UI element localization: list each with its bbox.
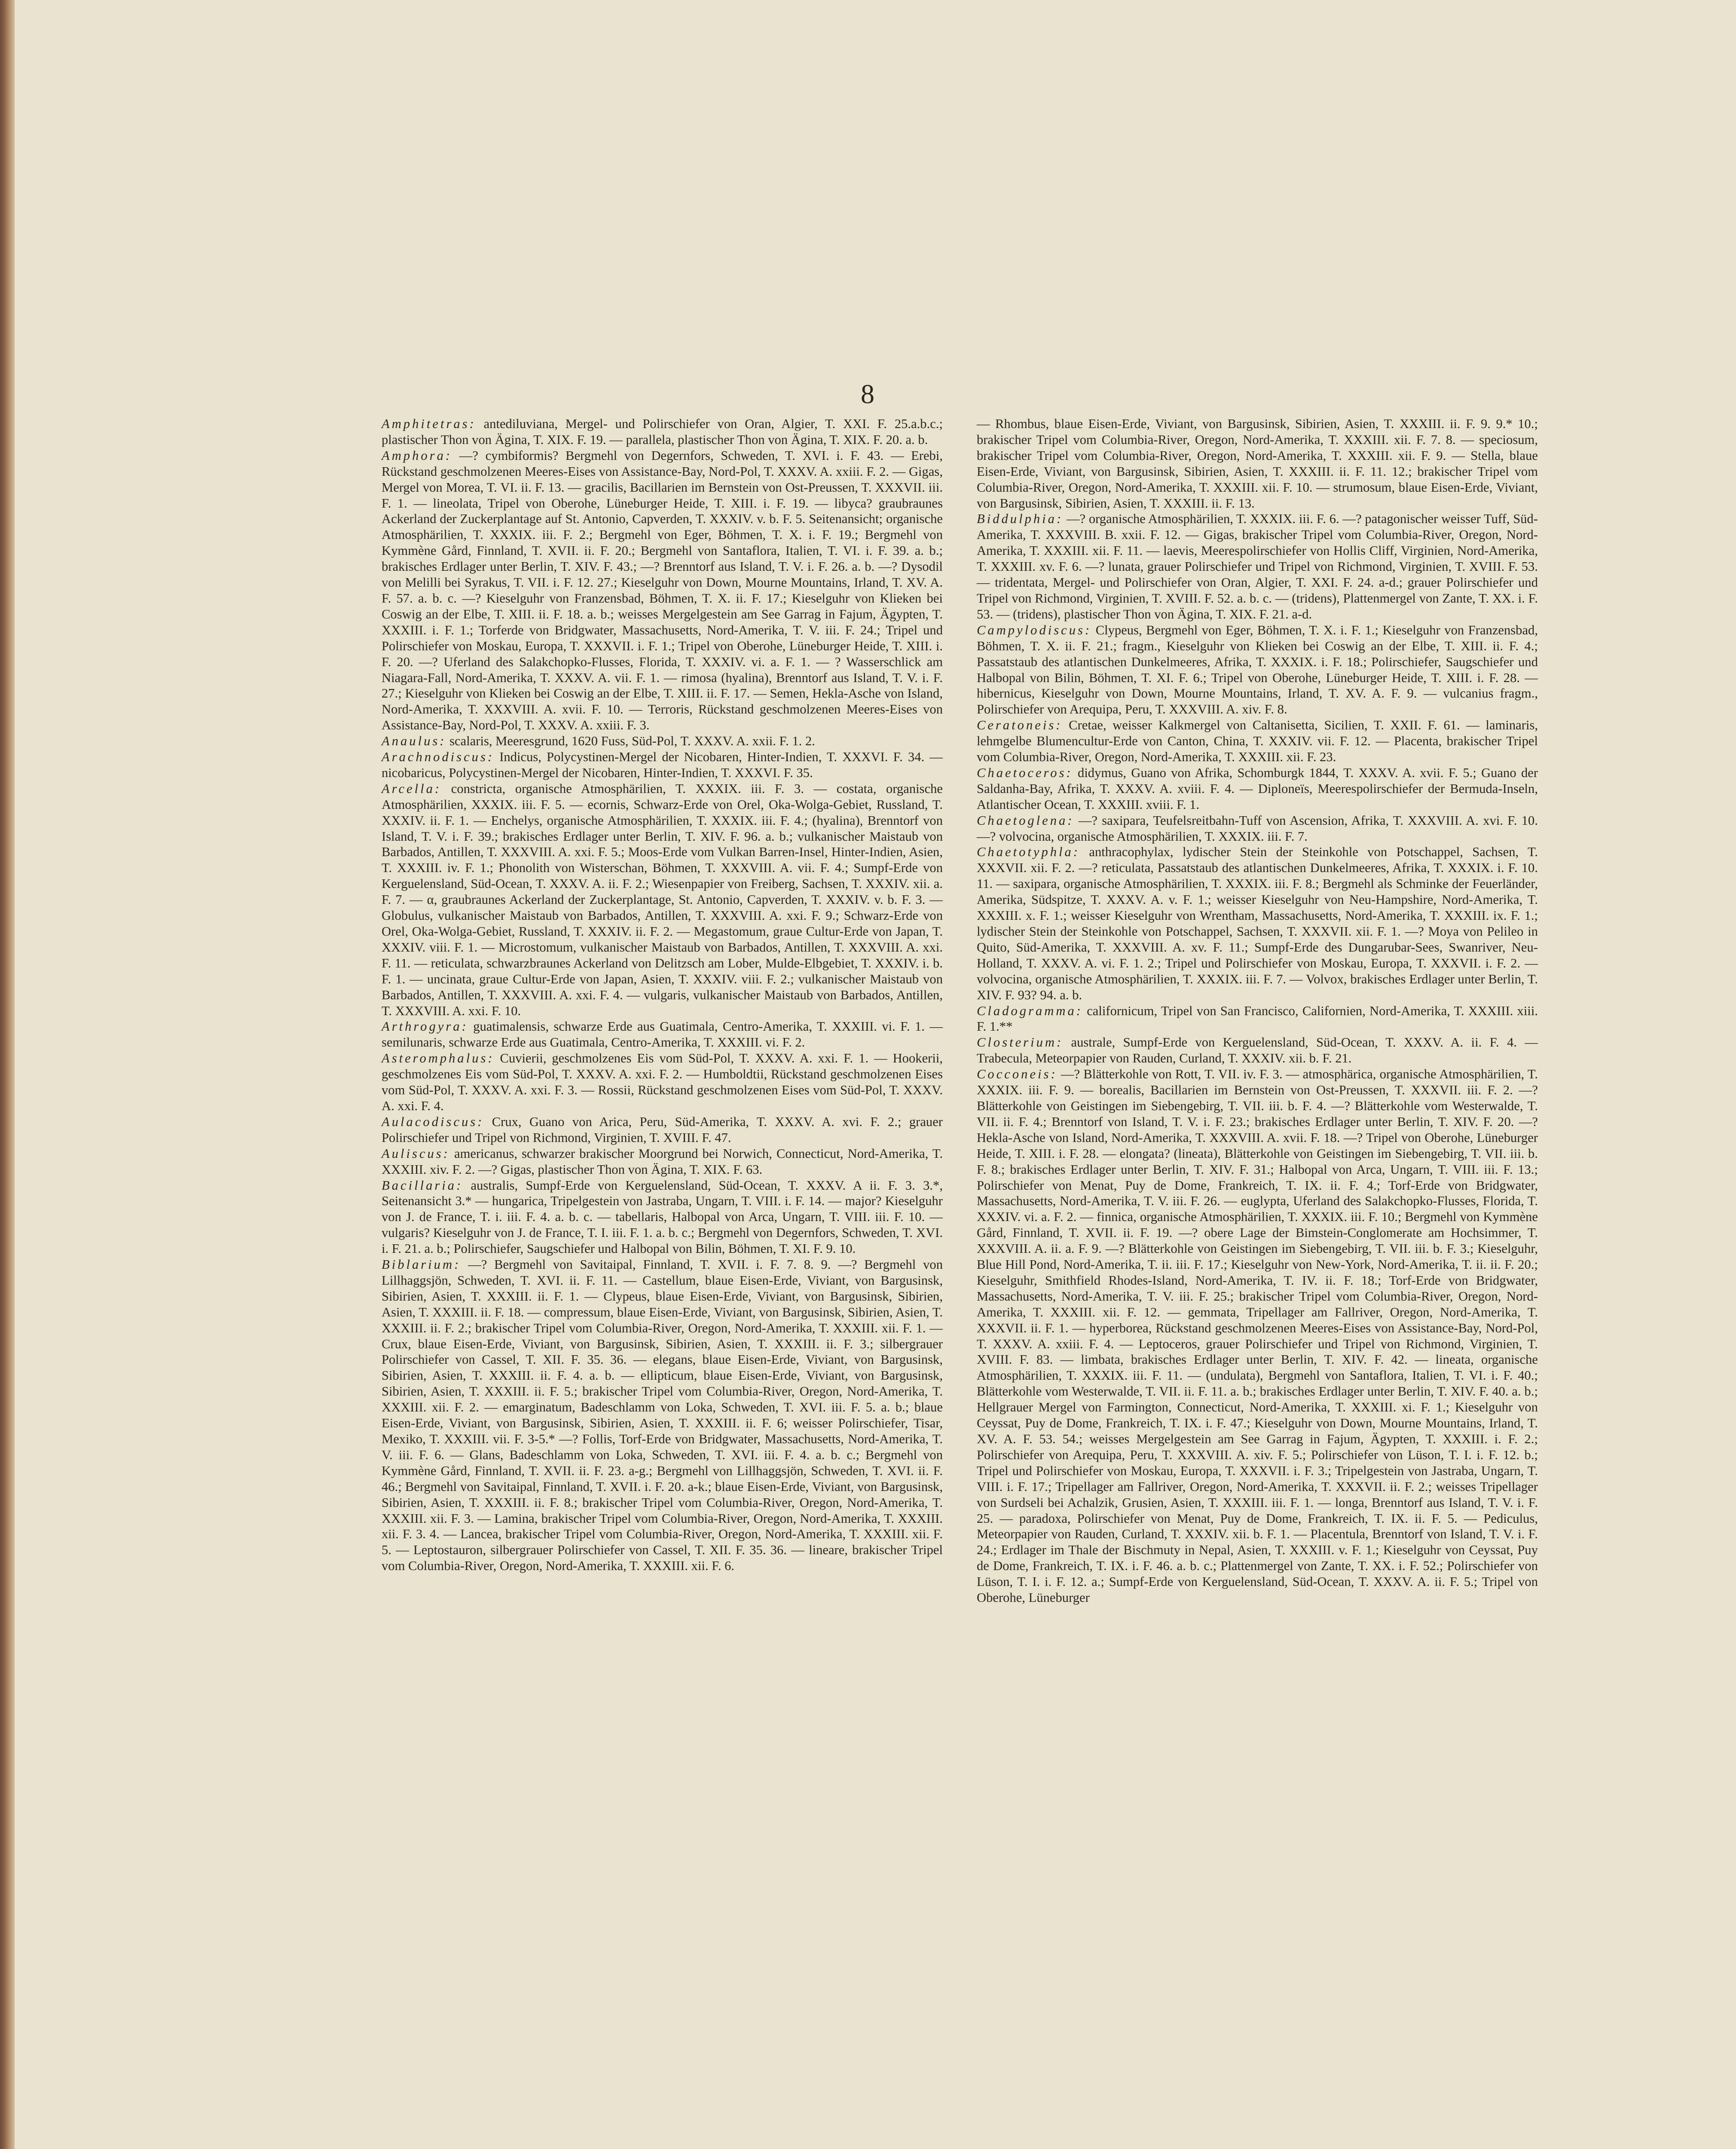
genus-name: Chaetoceros:: [977, 765, 1073, 780]
index-entry: [382, 749, 943, 781]
entry-text: constricta, organische Atmosphärilien, T. XXXIX. iii. F. 3. — costata, organische Atmosphärilien, XXXIX. iii. F. 5. — ecornis, Schwarz-Erde von Orel, Oka-Wolga-Gebiet, Russland, T. XXXIV. ii. F. 1. — Enchelys, organische Atmosphärilien, T. XXXIX. iii. F. 4.; (hyalina), Brenntorf von Island, T. V. i. F. 39.; brakisches Erdlager unter Berlin, T. XIV. F. 96. a. b.; vulkanischer Maistaub von Barbados, Antillen, T. XXXVIII. A. xxi. F. 5.; Moos-Erde vom Vulkan Barren-Insel, Hinter-Indien, Asien, T. XXXIII. iv. F. 1.; Phonolith von Wisterschan, Böhmen, T. XXXVIII. A. vii. F. 4.; Sumpf-Erde von Kerguelensland, Süd-Ocean, T. XXXV. A. ii. F. 2.; Wiesenpapier von Freiberg, Sachsen, T. XXXIV. xii. a. F. 7. — α, graubraunes Ackerland der Zuckerplantage, St. Antonio, Capverden, T. XXXIV. v. b. F. 3. — Globulus, vulkanischer Maistaub von Barbados, Antillen, T. XXXVIII. A. xxi. F. 9.; Schwarz-Erde von Orel, Oka-Wolga-Gebiet, Russland, T. XXXIV. ii. F. 2. — Megastomum, graue Cultur-Erde von Japan, T. XXXIV. viii. F. 1. — Microstomum, vulkanischer Maistaub von Barbados, Antillen, T. XXXVIII. A. xxi. F. 11. — reticulata, schwarzbraunes Ackerland von Delitzsch am Lober, Mulde-Elbgebiet, T. XXXIV. i. b. F. 1. — uncinata, graue Cultur-Erde von Japan, Asien, T. XXXIV. viii. F. 2.; vulkanischer Maistaub von Barbados, Antillen, T. XXXVIII. A. xxi. F. 4. — vulgaris, vulkanischer Maistaub von Barbados, Antillen, T. XXXVIII. A. xxi. F. 10.: [382, 781, 943, 1018]
index-entry: [382, 416, 943, 448]
entry-text: didymus, Guano von Afrika, Schomburgk 1844, T. XXXV. A. xvii. F. 5.; Guano der Saldanha-Bay, Afrika, T. XXXV. A. xviii. F. 4. — Diploneïs, Meerespolirschiefer der Bermuda-Inseln, Atlantischer Ocean, T. XXXIII. xviii. F. 1.: [977, 765, 1538, 812]
index-entry: [382, 1257, 943, 1574]
genus-name: Campylodiscus:: [977, 622, 1092, 637]
index-entry: [977, 813, 1538, 845]
genus-name: Biblarium:: [382, 1257, 461, 1272]
genus-name: Arachnodiscus:: [382, 750, 495, 765]
index-entry: [977, 765, 1538, 813]
genus-name: Anaulus:: [382, 734, 446, 749]
entry-text: americanus, schwarzer brakischer Moorgrund bei Norwich, Connecticut, Nord-Amerika, T. XXXIII. xiv. F. 2. —? Gigas, plastischer Thon von Ägina, T. XIX. F. 63.: [382, 1146, 943, 1177]
index-entry: [977, 511, 1538, 622]
genus-name: Biddulphia:: [977, 511, 1064, 527]
entry-text: Cuvierii, geschmolzenes Eis vom Süd-Pol, T. XXXV. A. xxi. F. 1. — Hookerii, geschmolzenes Eis vom Süd-Pol, T. XXXV. A. xxi. F. 2. — Humboldtii, Rückstand geschmolzenen Eises vom Süd-Pol, T. XXXV. A. xxi. F. 3. — Rossii, Rückstand geschmolzenen Eises vom Süd-Pol, T. XXXV. A. xxi. F. 4.: [382, 1051, 943, 1113]
entry-text: guatimalensis, schwarze Erde aus Guatimala, Centro-Amerika, T. XXXIII. vi. F. 1. — semilunaris, schwarze Erde aus Guatimala, Centro-Amerika, T. XXXIII. vi. F. 2.: [382, 1019, 943, 1050]
entry-text: Indicus, Polycystinen-Mergel der Nicobaren, Hinter-Indien, T. XXXVI. F. 34. — nicobaricus, Polycystinen-Mergel der Nicobaren, Hinter-Indien, T. XXXVI. F. 35.: [382, 750, 943, 780]
index-entry: [382, 1178, 943, 1257]
entry-text: —? cymbiformis? Bergmehl von Degernfors, Schweden, T. XVI. i. F. 43. — Erebi, Rückstand geschmolzenen Meeres-Eises von Assistance-Bay, Nord-Pol, T. XXXV. A. xxiii. F. 2. — Gigas, Mergel von Morea, T. VI. ii. F. 13. — gracilis, Bacillarien im Bernstein von Ost-Preussen, T. XXXVII. iii. F. 1. — lineolata, Tripel von Oberohe, Lüneburger Heide, T. XIII. i. F. 19. — libyca? graubraunes Ackerland der Zuckerplantage auf St. Antonio, Capverden, T. XXXIV. v. b. F. 5. Seitenansicht; organische Atmosphärilien, T. XXXIX. iii. F. 2.; Bergmehl von Eger, Böhmen, T. X. i. F. 19.; Bergmehl von Kymmène Gård, Finnland, T. XVII. ii. F. 20.; Bergmehl von Santaflora, Italien, T. VI. i. F. 39. a. b.; brakisches Erdlager unter Berlin, T. XIV. F. 43.; —? Brenntorf aus Island, T. V. i. F. 26. a. b. —? Dysodil von Melilli bei Syrakus, T. VII. i. F. 12. 27.; Kieselguhr von Down, Mourne Mountains, Irland, T. XV. A. F. 57. a. b. c. —? Kieselguhr von Franzensbad, Böhmen, T. X. ii. F. 17.; Kieselguhr von Klieken bei Coswig an der Elbe, T. XIII. ii. F. 18. a. b.; weisses Mergelgestein am See Garrag in Fajum, Ägypten, T. XXXIII. i. F. 1.; Torferde von Bridgwater, Massachusetts, Nord-Amerika, T. V. iii. F. 24.; Tripel und Polirschiefer von Moskau, Europa, T. XXXVII. i. F. 1.; Tripel von Oberohe, Lüneburger Heide, T. XIII. i. F. 20. —? Uferland des Salakchopko-Flusses, Florida, T. XXXIV. vi. a. F. 1. — ? Wasserschlick am Niagara-Fall, Nord-Amerika, T. XXXV. A. vii. F. 1. — rimosa (hyalina), Brenntorf aus Island, T. V. i. F. 27.; Kieselguhr von Klieken bei Coswig an der Elbe, T. XIII. ii. F. 17. — Semen, Hekla-Asche von Island, Nord-Amerika, T. XXXVIII. A. xvii. F. 10. — Terroris, Rückstand geschmolzenen Meeres-Eises von Assistance-Bay, Nord-Pol, T. XXXV. A. xxiii. F. 3.: [382, 448, 943, 733]
index-entry: [977, 1003, 1538, 1035]
genus-name: Ceratoneis:: [977, 718, 1063, 733]
index-entry: [382, 781, 943, 1019]
genus-name: Arthrogyra:: [382, 1019, 468, 1034]
genus-name: Chaetotyphla:: [977, 845, 1080, 860]
page-number: 8: [861, 379, 875, 409]
index-entry: [977, 416, 1538, 511]
right-column: [977, 416, 1538, 1606]
genus-name: Aulacodiscus:: [382, 1114, 484, 1129]
genus-name: Asteromphalus:: [382, 1051, 495, 1066]
entry-text: scalaris, Meeresgrund, 1620 Fuss, Süd-Pol, T. XXXV. A. xxii. F. 1. 2.: [449, 734, 815, 749]
entry-text: californicum, Tripel von San Francisco, Californien, Nord-Amerika, T. XXXIII. xiii. F. 1.**: [977, 1003, 1538, 1034]
genus-name: Closterium:: [977, 1035, 1064, 1050]
index-entry: [977, 622, 1538, 717]
entry-text: —? Bergmehl von Savitaipal, Finnland, T. XVII. i. F. 7. 8. 9. —? Bergmehl von Lillhaggsjön, Schweden, T. XVI. ii. F. 11. — Castellum, blaue Eisen-Erde, Viviant, von Bargusinsk, Sibirien, Asien, T. XXXIII. ii. F. 1. — Clypeus, blaue Eisen-Erde, Viviant, von Bargusinsk, Sibirien, Asien, T. XXXIII. ii. F. 18. — compressum, blaue Eisen-Erde, Viviant, von Bargusinsk, Sibirien, Asien, T. XXXIII. ii. F. 2.; brakischer Tripel vom Columbia-River, Oregon, Nord-Amerika, T. XXXIII. xii. F. 1. — Crux, blaue Eisen-Erde, Viviant, von Bargusinsk, Sibirien, Asien, T. XXXIII. ii. F. 3.; silbergrauer Polirschiefer von Cassel, T. XII. F. 35. 36. — elegans, blaue Eisen-Erde, Viviant, von Bargusinsk, Sibirien, Asien, T. XXXIII. ii. F. 4. a. b. — ellipticum, blaue Eisen-Erde, Viviant, von Bargusinsk, Sibirien, Asien, T. XXXIII. ii. F. 5.; brakischer Tripel vom Columbia-River, Oregon, Nord-Amerika, T. XXXIII. xii. F. 2. — emarginatum, Badeschlamm von Loka, Schweden, T. XVI. iii. F. 5. a. b.; blaue Eisen-Erde, Viviant, von Bargusinsk, Sibirien, Asien, T. XXXIII. ii. F. 6; weisser Polirschiefer, Tisar, Mexiko, T. XXXIII. vii. F. 3-5.* —? Follis, Torf-Erde von Bridgwater, Massachusetts, Nord-Amerika, T. V. iii. F. 6. — Glans, Badeschlamm von Loka, Schweden, T. XVI. iii. F. 4. a. b. c.; Bergmehl von Kymmène Gård, Finnland, T. XVII. ii. F. 23. a-g.; Bergmehl von Lillhaggsjön, Schweden, T. XVI. ii. F. 46.; Bergmehl von Savitaipal, Finnland, T. XVII. i. F. 20. a-k.; blaue Eisen-Erde, Viviant, von Bargusinsk, Sibirien, Asien, T. XXXIII. ii. F. 8.; brakischer Tripel vom Columbia-River, Oregon, Nord-Amerika, T. XXXIII. xii. F. 3. — Lamina, brakischer Tripel vom Columbia-River, Oregon, Nord-Amerika, T. XXXIII. xii. F. 3. 4. — Lancea, brakischer Tripel vom Columbia-River, Oregon, Nord-Amerika, T. XXXIII. xii. F. 5. — Leptostauron, silbergrauer Polirschiefer von Cassel, T. XII. F. 35. 36. — lineare, brakischer Tripel vom Columbia-River, Oregon, Nord-Amerika, T. XXXIII. xii. F. 6.: [382, 1257, 943, 1573]
index-entry: [382, 1019, 943, 1050]
entry-text: — Rhombus, blaue Eisen-Erde, Viviant, von Bargusinsk, Sibirien, Asien, T. XXXIII. ii. F. 9. 9.* 10.; brakischer Tripel vom Columbia-River, Oregon, Nord-Amerika, T. XXXIII. xii. F. 7. 8. — speciosum, brakischer Tripel vom Columbia-River, Oregon, Nord-Amerika, T. XXXIII. xii. F. 9. — Stella, blaue Eisen-Erde, Viviant, von Bargusinsk, Sibirien, Asien, T. XXXIII. ii. F. 11. 12.; brakischer Tripel vom Columbia-River, Oregon, Nord-Amerika, T. XXXIII. xii. F. 10. — strumosum, blaue Eisen-Erde, Viviant, von Bargusinsk, Sibirien, Asien, T. XXXIII. ii. F. 13.: [977, 416, 1538, 511]
genus-name: Auliscus:: [382, 1146, 450, 1161]
genus-name: Amphitetras:: [382, 416, 476, 431]
entry-text: anthracophylax, lydischer Stein der Steinkohle von Potschappel, Sachsen, T. XXXVII. xii. F. 2. —? reticulata, Passatstaub des atlantischen Dunkelmeeres, Afrika, T. XXXIX. i. F. 10. 11. — saxipara, organische Atmosphärilien, T. XXXIX. iii. F. 8.; Bergmehl als Schminke der Feuerländer, Amerika, Südspitze, T. XXXV. A. v. F. 1.; weisser Kieselguhr von Neu-Hampshire, Nord-Amerika, T. XXXIII. x. F. 1.; weisser Kieselguhr von Wrentham, Massachusetts, Nord-Amerika, T. XXXIII. ix. F. 1.; lydischer Stein der Steinkohle von Potschappel, Sachsen, T. XXXVII. xii. F. 1. —? Moya von Pelileo in Quito, Süd-Amerika, T. XXXVIII. A. xv. F. 11.; Sumpf-Erde des Dungarubar-Sees, Swanriver, Neu-Holland, T. XXXV. A. vi. F. 1. 2.; Tripel und Polirschiefer von Moskau, Europa, T. XXXVII. i. F. 2. — volvocina, organische Atmosphärilien, T. XXXIX. iii. F. 7. — Volvox, brakisches Erdlager unter Berlin, T. XIV. F. 93? 94. a. b.: [977, 845, 1538, 1002]
entry-text: —? saxipara, Teufelsreitbahn-Tuff von Ascension, Afrika, T. XXXVIII. A. xvi. F. 10. —? volvocina, organische Atmosphärilien, T. XXXIX. iii. F. 7.: [977, 813, 1538, 844]
index-entry: [382, 733, 943, 749]
index-entry: [977, 717, 1538, 765]
index-entry: [977, 844, 1538, 1003]
index-entry: [382, 448, 943, 733]
index-entry: [382, 1146, 943, 1178]
index-entry: [977, 1035, 1538, 1066]
book-binding-edge: [0, 0, 15, 2149]
entry-text: Clypeus, Bergmehl von Eger, Böhmen, T. X. i. F. 1.; Kieselguhr von Franzensbad, Böhmen, T. X. ii. F. 21.; fragm., Kieselguhr von Klieken bei Coswig an der Elbe, T. XIII. ii. F. 4.; Passatstaub des atlantischen Dunkelmeeres, Afrika, T. XXXIX. i. F. 18.; Polirschiefer, Saugschiefer und Halbopal von Bilin, Böhmen, T. XI. F. 6.; Tripel von Oberohe, Lüneburger Heide, T. XIII. i. F. 28. — hibernicus, Kieselguhr von Down, Mourne Mountains, Irland, T. XV. A. F. 9. — vulcanius fragm., Polirschiefer von Arequipa, Peru, T. XXXVIII. A. xiv. F. 8.: [977, 622, 1538, 717]
genus-name: Cocconeis:: [977, 1067, 1057, 1082]
index-entry: [977, 1066, 1538, 1606]
entry-text: australis, Sumpf-Erde von Kerguelensland, Süd-Ocean, T. XXXV. A ii. F. 3. 3.*, Seitenansicht 3.* — hungarica, Tripelgestein von Jastraba, Ungarn, T. VIII. i. F. 14. — major? Kieselguhr von J. de France, T. i. iii. F. 4. a. b. c. — tabellaris, Halbopal von Arca, Ungarn, T. VIII. iii. F. 10. — vulgaris? Kieselguhr von J. de France, T. I. iii. F. 1. a. b. c.; Bergmehl von Degernfors, Schweden, T. XVI. i. F. 21. a. b.; Polirschiefer, Saugschiefer und Halbopal von Bilin, Böhmen, T. XI. F. 9. 10.: [382, 1178, 943, 1256]
entry-text: Crux, Guano von Arica, Peru, Süd-Amerika, T. XXXV. A. xvi. F. 2.; grauer Polirschiefer und Tripel von Richmond, Virginien, T. XVIII. F. 47.: [382, 1114, 943, 1145]
entry-text: Cretae, weisser Kalkmergel von Caltanisetta, Sicilien, T. XXII. F. 61. — laminaris, lehmgelbe Blumencultur-Erde von Canton, China, T. XXXIV. vii. F. 12. — Placenta, brakischer Tripel vom Columbia-River, Oregon, Nord-Amerika, T. XXXIII. xii. F. 23.: [977, 718, 1538, 765]
entry-text: antediluviana, Mergel- und Polirschiefer von Oran, Algier, T. XXI. F. 25.a.b.c.; plastischer Thon von Ägina, T. XIX. F. 19. — parallela, plastischer Thon von Ägina, T. XIX. F. 20. a. b.: [382, 416, 943, 447]
genus-name: Arcella:: [382, 781, 442, 796]
left-column: [382, 416, 943, 1574]
index-entry: [382, 1050, 943, 1114]
genus-name: Bacillaria:: [382, 1178, 463, 1193]
genus-name: Chaetoglena:: [977, 813, 1074, 828]
genus-name: Amphora:: [382, 448, 452, 463]
entry-text: —? organische Atmosphärilien, T. XXXIX. iii. F. 6. —? patagonischer weisser Tuff, Süd-Amerika, T. XXXVIII. B. xxii. F. 12. — Gigas, brakischer Tripel vom Columbia-River, Oregon, Nord-Amerika, T. XXXIII. xii. F. 11. — laevis, Meerespolirschiefer von Hollis Cliff, Virginien, Nord-Amerika, T. XXXIII. xv. F. 6. —? lunata, grauer Polirschiefer und Tripel von Richmond, Virginien, T. XVIII. F. 53. — tridentata, Mergel- und Polirschiefer von Oran, Algier, T. XXI. F. 24. a-d.; grauer Polirschiefer und Tripel von Richmond, Virginien, T. XVIII. F. 52. a. b. c. — (tridens), Plattenmergel von Zante, T. XX. i. F. 53. — (tridens), plastischer Thon von Ägina, T. XIX. F. 21. a-d.: [977, 511, 1538, 621]
index-entry: [382, 1114, 943, 1146]
genus-name: Cladogramma:: [977, 1003, 1083, 1018]
entry-text: —? Blätterkohle von Rott, T. VII. iv. F. 3. — atmosphärica, organische Atmosphärilien, T. XXXIX. iii. F. 9. — borealis, Bacillarien im Bernstein von Ost-Preussen, T. XXXVII. iii. F. 2. —? Blätterkohle von Geistingen im Siebengebirg, T. VII. iii. b. F. 4. —? Blätterkohle vom Westerwalde, T. VII. ii. F. 4.; Brenntorf von Island, T. V. i. F. 23.; brakisches Erdlager unter Berlin, T. XIV. F. 20. —? Hekla-Asche von Island, Nord-Amerika, T. XXXVIII. A. xvii. F. 18. —? Tripel von Oberohe, Lüneburger Heide, T. XIII. i. F. 28. — elongata? (lineata), Blätterkohle von Geistingen im Siebengebirg, T. VII. iii. b. F. 8.; brakisches Erdlager unter Berlin, T. XIV. F. 31.; Halbopal von Arca, Ungarn, T. VIII. iii. F. 13.; Polirschiefer von Menat, Puy de Dome, Frankreich, T. IX. ii. F. 4.; Torf-Erde von Bridgwater, Massachusetts, Nord-Amerika, T. V. iii. F. 26. — euglypta, Uferland des Salakchopko-Flusses, Florida, T. XXXIV. vi. a. F. 2. — finnica, organische Atmosphärilien, T. XXXIX. iii. F. 10.; Bergmehl von Kymmène Gård, Finnland, T. XVII. ii. F. 19. —? obere Lage der Bimstein-Conglomerate am Hochsimmer, T. XXXVIII. A. ii. a. F. 9. —? Blätterkohle von Geistingen im Siebengebirg, T. VII. iii. b. F. 3.; Kieselguhr, Blue Hill Pond, Nord-Amerika, T. ii. iii. F. 17.; Kieselguhr von New-York, Nord-Amerika, T. ii. ii. F. 20.; Kieselguhr, Smithfield Rhodes-Island, Nord-Amerika, T. IV. ii. F. 18.; Torf-Erde von Bridgwater, Massachusetts, Nord-Amerika, T. V. iii. F. 25.; brakischer Tripel vom Columbia-River, Oregon, Nord-Amerika, T. XXXIII. xii. F. 12. — gemmata, Tripellager am Fallriver, Oregon, Nord-Amerika, T. XXXVII. ii. F. 1. — hyperborea, Rückstand geschmolzenen Meeres-Eises von Assistance-Bay, Nord-Pol, T. XXXV. A. xxiii. F. 4. — Leptoceros, grauer Polirschiefer und Tripel von Richmond, Virginien, T. XVIII. F. 83. — limbata, brakisches Erdlager unter Berlin, T. XIV. F. 42. — lineata, organische Atmosphärilien, T. XXXIX. iii. F. 11. — (undulata), Bergmehl von Santaflora, Italien, T. VI. i. F. 40.; Blätterkohle vom Westerwalde, T. VII. ii. F. 11. a. b.; brakisches Erdlager unter Berlin, T. XIV. F. 40. a. b.; Hellgrauer Mergel von Farmington, Connecticut, Nord-Amerika, T. XXXIII. xi. F. 1.; Kieselguhr von Ceyssat, Puy de Dome, Frankreich, T. IX. i. F. 47.; Kieselguhr von Down, Mourne Mountains, Irland, T. XV. A. F. 53. 54.; weisses Mergelgestein am See Garrag in Fajum, Ägypten, T. XXXIII. i. F. 2.; Polirschiefer von Arequipa, Peru, T. XXXVIII. A. xiv. F. 5.; Polirschiefer von Lüson, T. I. i. F. 12. b.; Tripel und Polirschiefer von Moskau, Europa, T. XXXVII. i. F. 3.; Tripelgestein von Jastraba, Ungarn, T. VIII. i. F. 17.; Tripellager am Fallriver, Oregon, Nord-Amerika, T. XXXVII. ii. F. 2.; weisses Tripellager von Surdseli bei Achalzik, Grusien, Asien, T. XXXIII. iii. F. 1. — longa, Brenntorf aus Island, T. V. i. F. 25. — paradoxa, Polirschiefer von Menat, Puy de Dome, Frankreich, T. IX. ii. F. 5. — Pediculus, Meteorpapier von Rauden, Curland, T. XXXIV. xii. b. F. 1. — Placentula, Brenntorf von Island, T. V. i. F. 24.; Erdlager im Thale der Bischmuty in Nepal, Asien, T. XXXIII. v. F. 1.; Kieselguhr von Ceyssat, Puy de Dome, Frankreich, T. IX. i. F. 46. a. b. c.; Plattenmergel von Zante, T. XX. i. F. 52.; Polirschiefer von Lüson, T. I. i. F. 12. a.; Sumpf-Erde von Kerguelensland, Süd-Ocean, T. XXXV. A. ii. F. 5.; Tripel von Oberohe, Lüneburger: [977, 1067, 1538, 1605]
entry-text: australe, Sumpf-Erde von Kerguelensland, Süd-Ocean, T. XXXV. A. ii. F. 4. — Trabecula, Meteorpapier von Rauden, Curland, T. XXXIV. xii. b. F. 21.: [977, 1035, 1538, 1066]
